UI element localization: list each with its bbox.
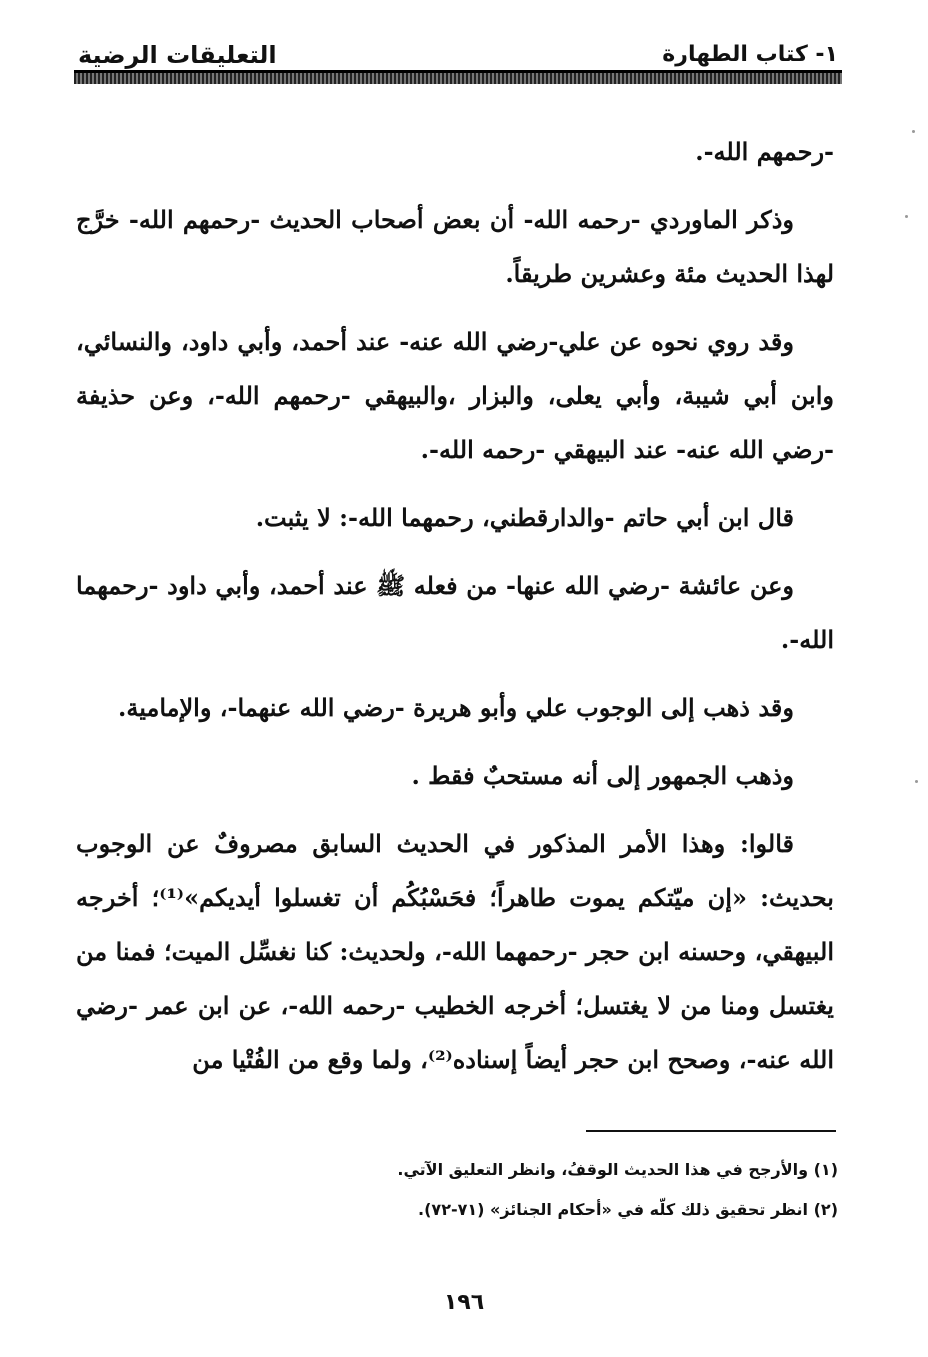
book-title: التعليقات الرضية [78, 41, 277, 69]
paragraph: -رحمهم الله-. [695, 137, 834, 166]
footnotes [138, 1150, 838, 1230]
main-text [76, 125, 834, 1101]
scan-speck [915, 780, 918, 783]
page-header [78, 40, 838, 74]
chapter-title: ١- كتاب الطهارة [662, 42, 838, 67]
paragraph: وقد روي نحوه عن علي-رضي الله عنه- عند أحمد، وأبي داود، والنسائي، وابن أبي شيبة، وأبي يعلى، والبزار ،والبيهقي -رحمهم الله-، وعن حذيفة -رضي الله عنه- عند البيهقي -رحمه الله-. [76, 327, 834, 464]
footnote: (٢) انظر تحقيق ذلك كلّه في «أحكام الجنائز» (٧١-٧٢). [418, 1200, 838, 1219]
scan-speck [905, 215, 908, 218]
paragraph: وذكر الماوردي -رحمه الله- أن بعض أصحاب الحديث -رحمهم الله- خرَّج لهذا الحديث مئة وعشرين طريقاً. [76, 205, 834, 288]
paragraph: قالوا: وهذا الأمر المذكور في الحديث السابق مصروفٌ عن الوجوب بحديث: «إن ميّتكم يموت طاهراً؛ فحَسْبُكُم أن تغسلوا أيديكم»⁽¹⁾؛ أخرجه البيهقي، وحسنه ابن حجر -رحمهما الله-، ولحديث: كنا نغسِّل الميت؛ فمنا من يغتسل ومنا من لا يغتسل؛ أخرجه الخطيب -رحمه الله-، عن ابن عمر -رضي الله عنه-، وصحح ابن حجر أيضاً إسناده⁽²⁾، ولما وقع من الفُتْيا من [76, 829, 834, 1074]
header-divider [74, 70, 842, 84]
paragraph: وقد ذهب إلى الوجوب علي وأبو هريرة -رضي الله عنهما-، والإمامية. [118, 693, 794, 722]
paragraph: وذهب الجمهور إلى أنه مستحبٌ فقط . [411, 761, 794, 790]
paragraph: وعن عائشة -رضي الله عنها- من فعله ﷺ عند أحمد، وأبي داود -رحمهما الله-. [76, 571, 834, 654]
footnote-divider [586, 1130, 836, 1132]
scan-speck [912, 130, 915, 133]
page-number: ١٩٦ [443, 1290, 485, 1315]
paragraph: قال ابن أبي حاتم -والدارقطني، رحمهما الله-: لا يثبت. [255, 503, 794, 532]
footnote: (١) والأرجح في هذا الحديث الوقفُ، وانظر التعليق الآتي. [397, 1160, 838, 1179]
